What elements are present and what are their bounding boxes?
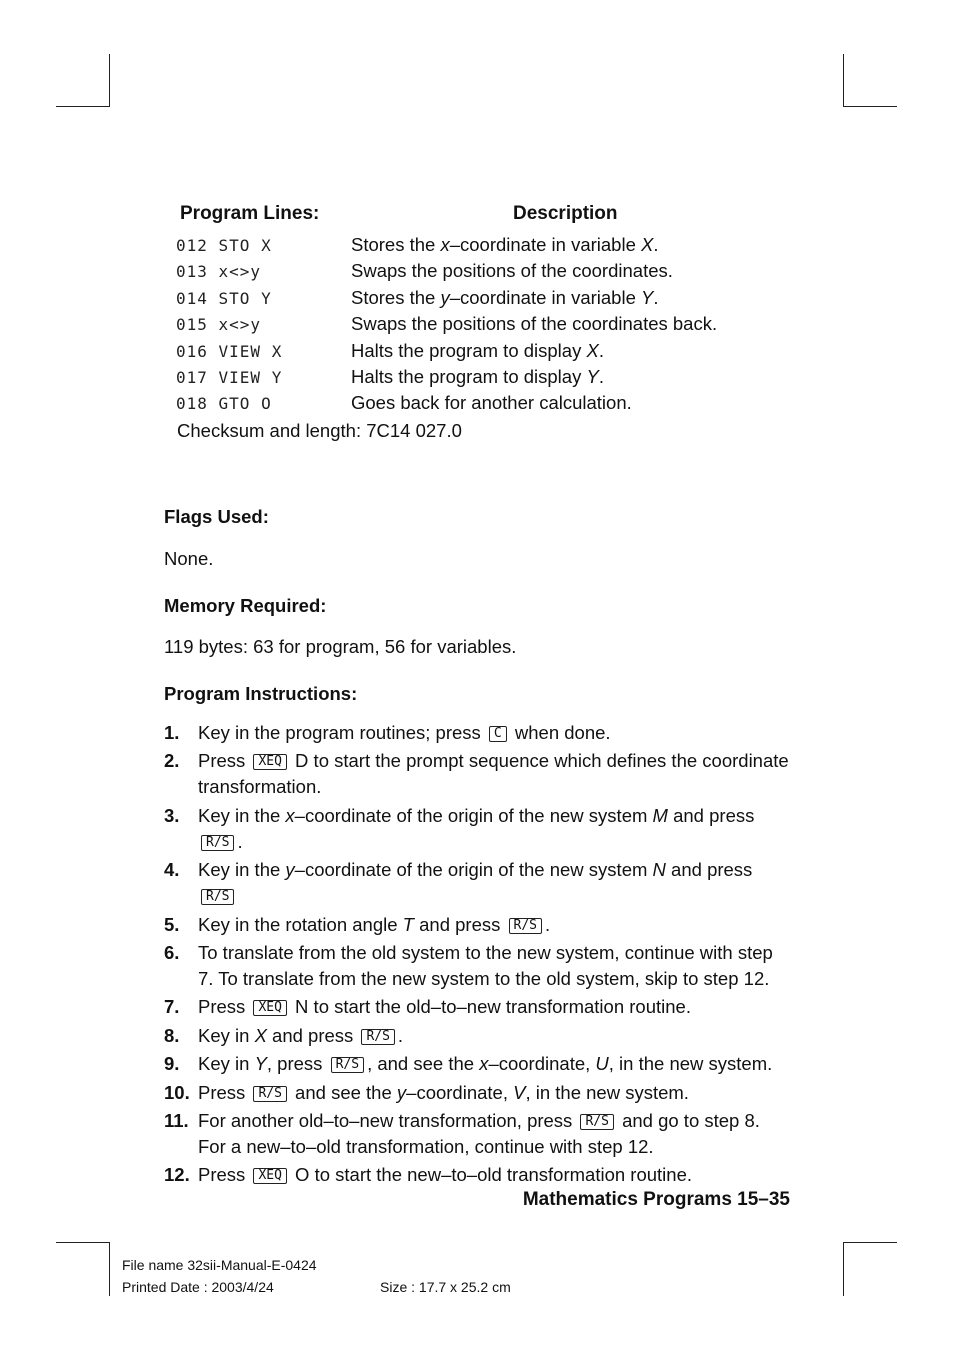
step-number: 4. (164, 859, 180, 881)
step-number: 10. (164, 1081, 190, 1103)
calculator-key: XEQ (253, 754, 286, 770)
calculator-key: R/S (253, 1086, 286, 1102)
program-line-code: 012 STO X (176, 236, 272, 255)
calculator-key: R/S (331, 1057, 364, 1073)
description-heading: Description (513, 203, 618, 224)
step-text: Key in Y, press R/S , and see the x–coordinate, U, in the new system. (198, 1053, 773, 1075)
program-row (176, 260, 796, 286)
instruction-step (164, 940, 792, 992)
program-line-code: 013 x<>y (176, 262, 262, 282)
program-line-code: 017 VIEW Y (176, 367, 283, 387)
page-footer-title: Mathematics Programs 15–35 (522, 1189, 790, 1210)
program-line-description: Swaps the positions of the coordinates back. (351, 313, 718, 335)
program-table (176, 234, 796, 419)
instruction-step (164, 857, 792, 909)
program-line-description: Stores the x–coordinate in variable X. (351, 234, 659, 255)
step-text: Press R/S and see the y–coordinate, V, in the new system. (198, 1081, 689, 1103)
instruction-step (164, 803, 792, 855)
crop-mark (843, 54, 844, 106)
program-line-description: Halts the program to display Y. (351, 365, 604, 387)
crop-mark (56, 106, 110, 107)
instruction-step (164, 748, 792, 800)
calculator-key: C (489, 726, 507, 742)
step-text: Key in X and press R/S . (198, 1024, 404, 1046)
flags-text: None. (164, 548, 214, 569)
program-row (176, 340, 796, 366)
crop-mark (843, 106, 897, 107)
step-text: To translate from the old system to the new system, continue with step 7. To translate from the new system to the old system, skip to step 12. (198, 941, 773, 989)
step-text: Key in the rotation angle T and press R/S . (198, 913, 551, 935)
program-line-description: Swaps the positions of the coordinates. (351, 260, 673, 282)
flags-heading: Flags Used: (164, 506, 269, 527)
step-text: For another old–to–new transformation, press R/S and go to step 8. For a new–to–old transformation, continue with step 12. (198, 1109, 760, 1157)
step-number: 8. (164, 1024, 180, 1046)
program-lines-heading: Program Lines: (180, 203, 320, 224)
calculator-key: R/S (509, 918, 542, 934)
program-row (176, 366, 796, 392)
instruction-steps (164, 720, 792, 1191)
step-text: Press XEQ D to start the prompt sequence which defines the coordinate transformation. (198, 750, 789, 798)
instruction-step (164, 1080, 792, 1106)
program-line-code: 014 STO Y (176, 288, 272, 308)
step-number: 6. (164, 941, 180, 963)
program-line-description: Goes back for another calculation. (351, 392, 632, 414)
step-number: 3. (164, 804, 180, 826)
program-line-code: 015 x<>y (176, 315, 262, 335)
instruction-step (164, 1023, 792, 1049)
step-text: Key in the y–coordinate of the origin of the new system N and press R/S (198, 859, 753, 905)
step-number: 5. (164, 913, 180, 935)
calculator-key: XEQ (253, 1168, 286, 1184)
program-table-header (180, 203, 740, 229)
program-row (176, 392, 796, 418)
step-number: 11. (164, 1109, 189, 1131)
crop-mark (843, 1242, 844, 1296)
instructions-heading: Program Instructions: (164, 683, 358, 704)
program-line-description: Stores the y–coordinate in variable Y. (351, 286, 659, 308)
program-row (176, 234, 796, 260)
instruction-step (164, 1108, 792, 1160)
step-text: Press XEQ O to start the new–to–old transformation routine. (198, 1164, 692, 1186)
printed-date: Printed Date : 2003/4/24 (122, 1279, 274, 1295)
step-number: 12. (164, 1164, 190, 1186)
instruction-step (164, 1051, 792, 1077)
step-number: 7. (164, 996, 180, 1018)
program-row (176, 313, 796, 339)
program-line-code: 016 VIEW X (176, 341, 283, 361)
step-text: Key in the program routines; press C when done. (198, 722, 611, 743)
step-number: 1. (164, 722, 180, 743)
crop-mark (843, 1242, 897, 1243)
program-line-description: Halts the program to display X. (351, 339, 604, 361)
memory-heading: Memory Required: (164, 595, 327, 616)
step-text: Press XEQ N to start the old–to–new transformation routine. (198, 996, 691, 1018)
step-text: Key in the x–coordinate of the origin of the new system M and press R/S . (198, 804, 755, 852)
program-line-code: 018 GTO O (176, 394, 272, 414)
file-name: File name 32sii-Manual-E-0424 (122, 1257, 317, 1273)
instruction-step (164, 912, 792, 938)
instruction-step (164, 720, 792, 746)
calculator-key: R/S (201, 889, 234, 905)
instruction-step (164, 994, 792, 1020)
instruction-step (164, 1162, 792, 1188)
checksum: Checksum and length: 7C14 027.0 (177, 420, 462, 441)
calculator-key: XEQ (253, 1000, 286, 1016)
program-row (176, 287, 796, 313)
memory-text: 119 bytes: 63 for program, 56 for variables. (164, 636, 517, 657)
calculator-key: R/S (201, 835, 234, 851)
crop-mark (109, 1242, 110, 1296)
step-number: 2. (164, 750, 180, 772)
step-number: 9. (164, 1053, 180, 1075)
calculator-key: R/S (580, 1114, 613, 1130)
crop-mark (56, 1242, 110, 1243)
page-size: Size : 17.7 x 25.2 cm (380, 1279, 511, 1295)
crop-mark (109, 54, 110, 106)
calculator-key: R/S (361, 1029, 394, 1045)
